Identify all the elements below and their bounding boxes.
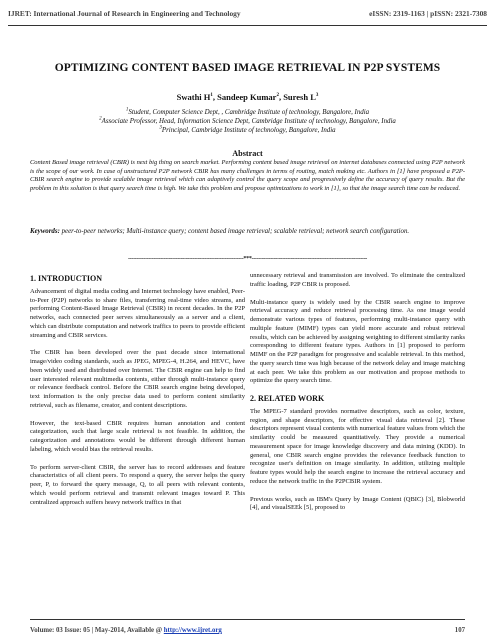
affiliation-2	[0, 117, 495, 126]
affiliation-text: Student, Computer Science Dept, , Cambridge Institute of technology, Bangalore, India	[128, 109, 370, 116]
running-header	[8, 9, 487, 23]
author-list: Swathi $H^1$, Sandeep Kumar$^2$, Suresh $L^3$	[176, 92, 319, 102]
affiliation-sup: 3	[159, 125, 162, 131]
volume-text: Volume: 03 Issue: 05 | May-2014, Available @	[30, 627, 163, 634]
affiliation-sup: 2	[99, 116, 102, 122]
author-name: Sandeep Kumar	[217, 92, 277, 102]
left-column	[30, 272, 245, 516]
abstract-text: Content Based image retrieval (CBIR) is next big thing on search market. Performing content based image retrieval on internet databases connected using P2P network is the scope of our work. In case of unstructured P2P network CBIR has many challenges in terms of routing, match making etc. Authors in [1] have proposed a P2P-CBIR search engine to provide scalable image retrieval which can adaptively control the query scope and progressively define the accuracy of query results. But the problem in this solution is that query search time is high. We take this problem and propose optimizations to work in [1], so that the image search time can be reduced.	[30, 159, 465, 193]
paragraph: unnecessary retrieval and transmission are involved. To eliminate the centralized traffic loading, P2P CBIR is proposed.	[250, 272, 465, 288]
keywords	[30, 226, 465, 238]
author-name: Suresh L	[283, 92, 316, 102]
paragraph: However, the text-based CBIR requires human annotation and content categorization, such that large scale retrieval is not feasible. In addition, the categorization and annotations would be different through different human labeling, which would bias the retrieval results.	[30, 419, 245, 453]
issn-info: eISSN: 2319-1163 | pISSN: 2321-7308	[369, 9, 487, 18]
abstract-heading: Abstract	[232, 149, 263, 158]
paragraph: To perform server-client CBIR, the server has to record addresses and feature characteristics of all client peers. To respond a query, the server helps the query peer, P, to forward the query message, Q, to all peers with relevant contents, which would perform retrieval and transmit relevant images toward P. This centralized approach suffers heavy network traffics in that	[30, 463, 245, 506]
affiliation-text: Principal, Cambridge Institute of technology, Bangalore, India	[161, 127, 336, 134]
page-number: 107	[454, 627, 465, 634]
affiliation-1	[0, 108, 495, 117]
author-sup: 1	[210, 93, 213, 99]
volume-info	[30, 627, 222, 634]
keywords-label: Keywords:	[30, 228, 60, 235]
paragraph: The MPEG-7 standard provides normative descriptors, such as color, texture, region, and shape descriptors, for effective visual data retrieval [2]. These descriptors represent visual contents with numerical feature values from which the similarity could be measured quantitatively. They provide a numerical measurement space for image knowledge discovery and data mining (KDD). In general, one CBIR search engine provides the relevance feedback function to recognize user's definition on image similarity. In addition, utilizing multiple feature types would help the search engine to increase the retrieval accuracy and reduce the network traffic in the P2PCBIR system.	[250, 407, 465, 485]
paragraph: Multi-instance query is widely used by the CBIR search engine to improve retrieval accuracy and reduce retrieval processing time. As one image would demonstrate various types of features, performing multi-instance query with multiple feature (MIMF) types can yield more accurate and robust retrieval results, which can be achieved by assigning weighting to different similarity ranks corresponding to different feature types. Authors in [1] proposed to perform MIMF on the P2P paradigm for progressive and scalable retrieval. In this method, the query search time was high because of the network delay and image matching at each peer. We take this problem as our motivation and propose methods to optimize the query search time.	[250, 298, 465, 385]
author-sup: 3	[315, 93, 319, 99]
affiliation-text: Associate Professor, Head, Information Science Dept, Cambridge Institute of technology, Bangalore, India	[101, 118, 396, 125]
running-footer	[30, 627, 465, 634]
right-column	[250, 272, 465, 522]
section-separator: --------------------------------------------------------------------***--------------------------------------------------------------------	[127, 256, 368, 262]
affiliation-3	[0, 126, 495, 135]
journal-name: IJRET: International Journal of Research in Engineering and Technology	[8, 9, 241, 18]
section-heading-introduction: 1. INTRODUCTION	[30, 274, 103, 283]
author-sup: 2	[276, 93, 279, 99]
paragraph: Advancement of digital media coding and Internet technology have enabled, Peer-to-Peer (P2P) networks to share files, transferring real-time video streams, and performing Content-Based Image Retrieval (CBIR) in recent decades. In the P2P networks, each connected peer serves simultaneously as a server and a client, which can distribute computation and network traffics to peers to provide efficient streaming and CBIR services.	[30, 287, 245, 339]
paragraph: The CBIR has been developed over the past decade since international image/video coding standards, such as JPEG, MPEG-4, H.264, and HEVC, have been widely used and distributed over Internet. The CBIR engine can help to find user interested relevant multimedia contents, either through multi-instance query or relevance feedback control. Before the CBIR search engine being developed, text information is the only precise data used to perform content similarity retrieval, such as filename, creator, and content descriptions.	[30, 349, 245, 409]
author-name: Swathi H	[176, 92, 211, 102]
paper-title: OPTIMIZING CONTENT BASED IMAGE RETRIEVAL IN P2P SYSTEMS	[54, 62, 441, 74]
header-rule	[8, 25, 487, 26]
section-heading-related-work: 2. RELATED WORK	[250, 394, 325, 403]
paragraph: Previous works, such as IBM's Query by Image Content (QBIC) [3], Blobworld [4], and visualSEEk [5], proposed to	[250, 495, 465, 512]
journal-link[interactable]: http://www.ijret.org	[163, 627, 222, 634]
footer-rule	[30, 619, 465, 620]
keywords-text: peer-to-peer networks; Multi-instance query; content based image retrieval; scalable retrieval; network search configuration.	[61, 228, 410, 235]
affiliation-sup: 1	[125, 107, 129, 113]
